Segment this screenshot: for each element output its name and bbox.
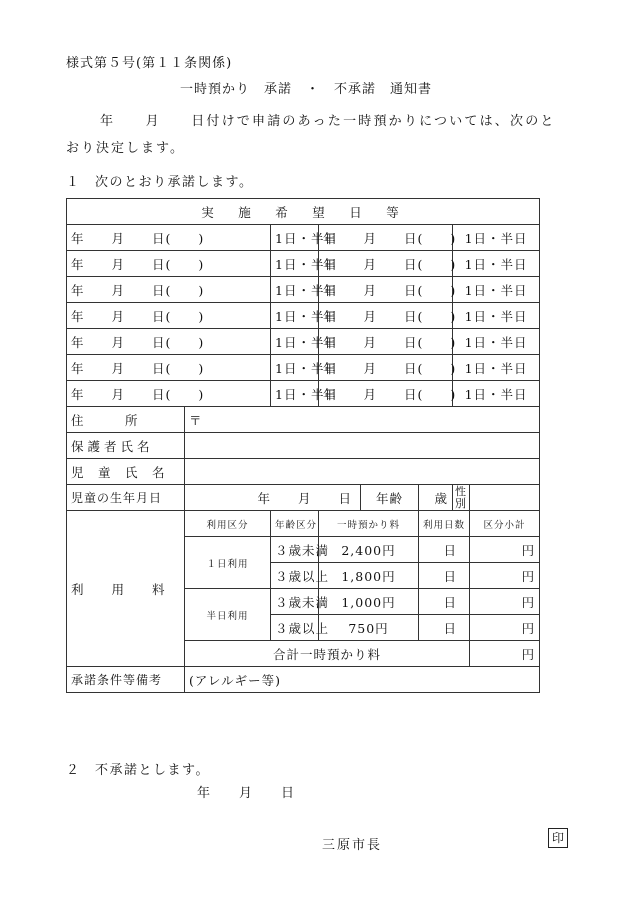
section-1-heading: １ 次のとおり承諾します。: [66, 175, 254, 190]
date-field[interactable]: 年 月 日( ): [67, 251, 271, 277]
sex-field[interactable]: [470, 485, 540, 511]
seal-mark: 印: [548, 828, 568, 848]
fee-amount: 1,800円: [319, 563, 419, 589]
fee-amount: 2,400円: [319, 537, 419, 563]
date-field[interactable]: 年 月 日( ): [319, 277, 453, 303]
day-type-field[interactable]: 1日・半日: [453, 355, 540, 381]
date-row: [67, 355, 540, 381]
day-type-field[interactable]: 1日・半日: [271, 277, 319, 303]
form-number: 様式第５号(第１１条関係): [66, 56, 233, 71]
date-row: [67, 251, 540, 277]
date-row: [67, 277, 540, 303]
date-field[interactable]: 年 月 日( ): [319, 303, 453, 329]
day-type-field[interactable]: 1日・半日: [271, 329, 319, 355]
day-type-field[interactable]: 1日・半日: [271, 251, 319, 277]
fee-amount: 1,000円: [319, 589, 419, 615]
age-field[interactable]: 歳: [419, 485, 453, 511]
half-day-label: 半日利用: [185, 589, 271, 641]
age-label: 年齢: [361, 485, 419, 511]
fee-header-fee: 一時預かり料: [319, 511, 419, 537]
guardian-label: 保護者氏名: [67, 433, 185, 459]
form-table: [66, 198, 540, 693]
notice-date: 年 月 日: [197, 786, 296, 801]
fee-header-age: 年齢区分: [271, 511, 319, 537]
form-title: 一時預かり 承諾 ・ 不承諾 通知書: [180, 82, 433, 97]
day-type-field[interactable]: 1日・半日: [453, 251, 540, 277]
child-field[interactable]: [185, 459, 540, 485]
day-type-field[interactable]: 1日・半日: [453, 381, 540, 407]
day-type-field[interactable]: 1日・半日: [271, 355, 319, 381]
intro-line-1: 年 月 日付けで申請のあった一時預かりについては、次のと: [100, 114, 556, 129]
date-field[interactable]: 年 月 日( ): [67, 303, 271, 329]
postal-mark: 〒: [189, 412, 203, 428]
subtotal-field[interactable]: 円: [470, 563, 540, 589]
intro-line-2: おり決定します。: [66, 141, 185, 156]
date-field[interactable]: 年 月 日( ): [67, 329, 271, 355]
fee-header-days: 利用日数: [419, 511, 470, 537]
sex-label: 性別: [453, 485, 470, 511]
schedule-header: 実 施 希 望 日 等: [67, 199, 540, 225]
total-label: 合計一時預かり料: [185, 641, 470, 667]
days-field[interactable]: 日: [419, 563, 470, 589]
date-field[interactable]: 年 月 日( ): [67, 225, 271, 251]
day-type-field[interactable]: 1日・半日: [271, 225, 319, 251]
section-2-heading: ２ 不承諾とします。: [66, 763, 210, 778]
fee-amount: 750円: [319, 615, 419, 641]
date-field[interactable]: 年 月 日( ): [319, 381, 453, 407]
date-field[interactable]: 年 月 日( ): [319, 355, 453, 381]
remarks-field[interactable]: (アレルギー等): [185, 667, 540, 693]
date-field[interactable]: 年 月 日( ): [319, 251, 453, 277]
date-row: [67, 303, 540, 329]
date-field[interactable]: 年 月 日( ): [319, 225, 453, 251]
date-row: [67, 381, 540, 407]
date-field[interactable]: 年 月 日( ): [67, 277, 271, 303]
birth-date-field[interactable]: 年 月 日: [185, 485, 361, 511]
address-field[interactable]: [185, 407, 540, 433]
day-type-field[interactable]: 1日・半日: [453, 329, 540, 355]
fee-header-subtotal: 区分小計: [470, 511, 540, 537]
age-category: ３歳以上: [271, 563, 319, 589]
subtotal-field[interactable]: 円: [470, 589, 540, 615]
date-field[interactable]: 年 月 日( ): [67, 381, 271, 407]
mayor-name: 三原市長: [322, 838, 383, 853]
birth-label: 児童の生年月日: [67, 485, 185, 511]
date-field[interactable]: 年 月 日( ): [67, 355, 271, 381]
address-label: 住 所: [67, 407, 185, 433]
age-category: ３歳以上: [271, 615, 319, 641]
age-category: ３歳未満: [271, 589, 319, 615]
age-category: ３歳未満: [271, 537, 319, 563]
total-field[interactable]: 円: [470, 641, 540, 667]
day-type-field[interactable]: 1日・半日: [453, 277, 540, 303]
day-type-field[interactable]: 1日・半日: [271, 381, 319, 407]
subtotal-field[interactable]: 円: [470, 537, 540, 563]
fee-header-category: 利用区分: [185, 511, 271, 537]
remarks-label: 承諾条件等備考: [67, 667, 185, 693]
days-field[interactable]: 日: [419, 615, 470, 641]
child-label: 児 童 氏 名: [67, 459, 185, 485]
days-field[interactable]: 日: [419, 537, 470, 563]
fee-label: 利 用 料: [67, 511, 185, 667]
day-type-field[interactable]: 1日・半日: [453, 225, 540, 251]
day-type-field[interactable]: 1日・半日: [271, 303, 319, 329]
date-row: [67, 329, 540, 355]
days-field[interactable]: 日: [419, 589, 470, 615]
guardian-field[interactable]: [185, 433, 540, 459]
day-type-field[interactable]: 1日・半日: [453, 303, 540, 329]
date-rows: [67, 225, 540, 407]
date-row: [67, 225, 540, 251]
subtotal-field[interactable]: 円: [470, 615, 540, 641]
date-field[interactable]: 年 月 日( ): [319, 329, 453, 355]
full-day-label: １日利用: [185, 537, 271, 589]
